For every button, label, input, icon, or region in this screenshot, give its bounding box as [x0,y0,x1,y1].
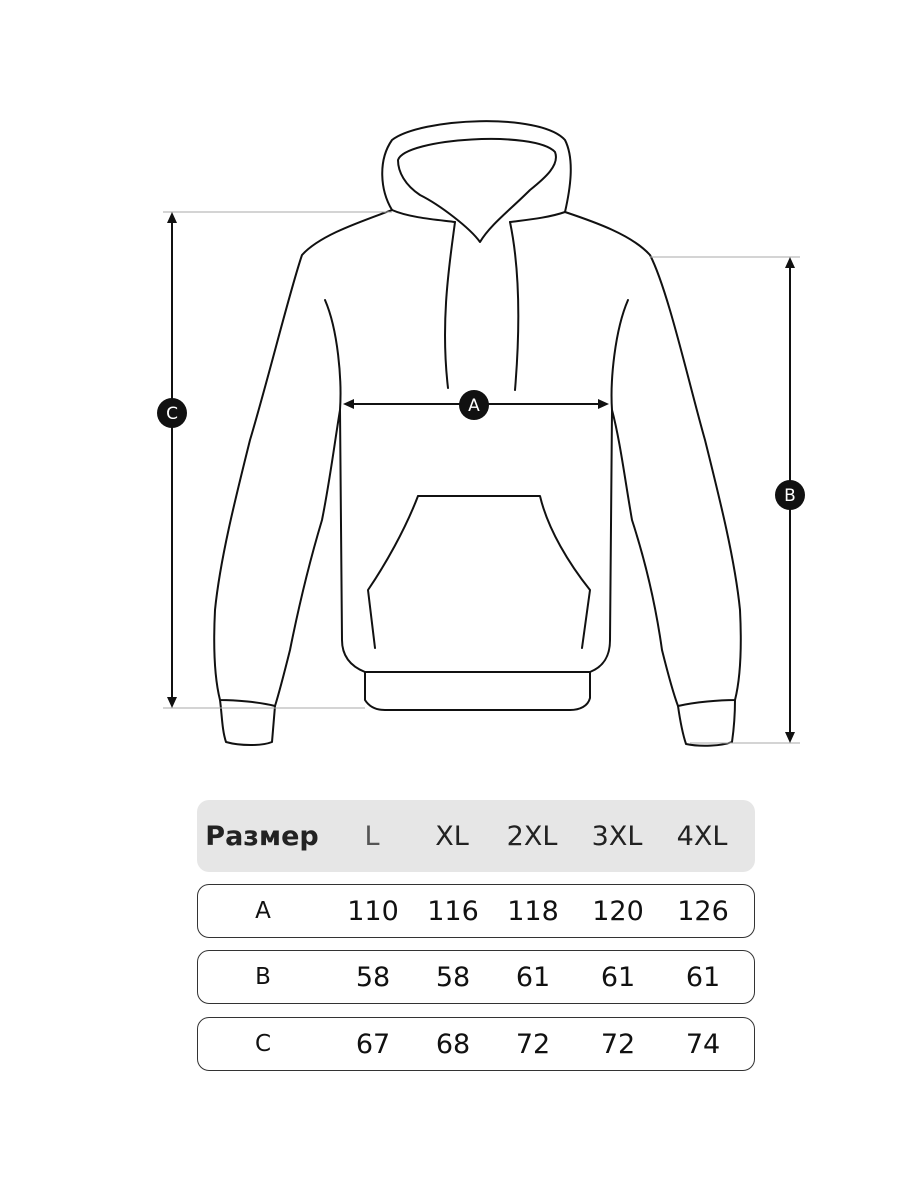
size-header-cell: 2XL [506,820,558,852]
row-value: 61 [600,961,636,993]
marker-c [157,398,187,428]
arrow-a-right-head [598,399,609,409]
hoodie-outline [214,121,741,746]
row-value: 72 [515,1028,551,1060]
left-armhole-seam [325,300,340,410]
size-table-row-a [197,884,755,938]
row-label: B [255,964,271,990]
row-value: 61 [515,961,551,993]
size-table-header [197,800,755,872]
marker-b [775,480,805,510]
hood-inner [398,139,556,242]
row-value: 74 [685,1028,721,1060]
size-header-cell: 3XL [591,820,643,852]
arrow-a-left-head [343,399,354,409]
arrow-c-bottom-head [167,697,177,708]
row-value: 67 [355,1028,391,1060]
arrow-b-top-head [785,257,795,268]
hood-neck [392,210,565,222]
waistband [365,672,590,710]
arrow-b-bottom-head [785,732,795,743]
kangaroo-pocket [368,496,590,648]
marker-b-label: B [784,486,796,506]
left-drawstring [445,222,455,388]
hood-outer [382,121,571,212]
row-label: A [255,898,271,924]
size-table-row-c [197,1017,755,1071]
row-value: 116 [427,895,479,927]
right-drawstring [510,222,518,390]
marker-c-label: C [166,404,178,424]
row-value: 68 [435,1028,471,1060]
marker-a [459,390,489,420]
size-header-cell: L [364,820,380,852]
row-value: 120 [592,895,644,927]
guide-lines [163,212,800,743]
size-header-cell: XL [435,820,469,852]
row-value: 126 [677,895,729,927]
row-value: 61 [685,961,721,993]
row-label: C [254,1031,272,1057]
size-table-row-b [197,950,755,1004]
row-value: 118 [507,895,559,927]
row-value: 72 [600,1028,636,1060]
right-cuff [678,700,735,746]
size-header-cell: 4XL [676,820,728,852]
row-value: 58 [435,961,471,993]
row-value: 110 [347,895,399,927]
right-armhole-seam [612,300,628,410]
dimension-arrows [167,212,795,743]
arrow-c-top-head [167,212,177,223]
body-outline [214,210,741,706]
size-header-label: Размер [205,820,319,852]
row-value: 58 [355,961,391,993]
left-cuff [220,700,275,745]
marker-a-label: A [468,396,480,416]
